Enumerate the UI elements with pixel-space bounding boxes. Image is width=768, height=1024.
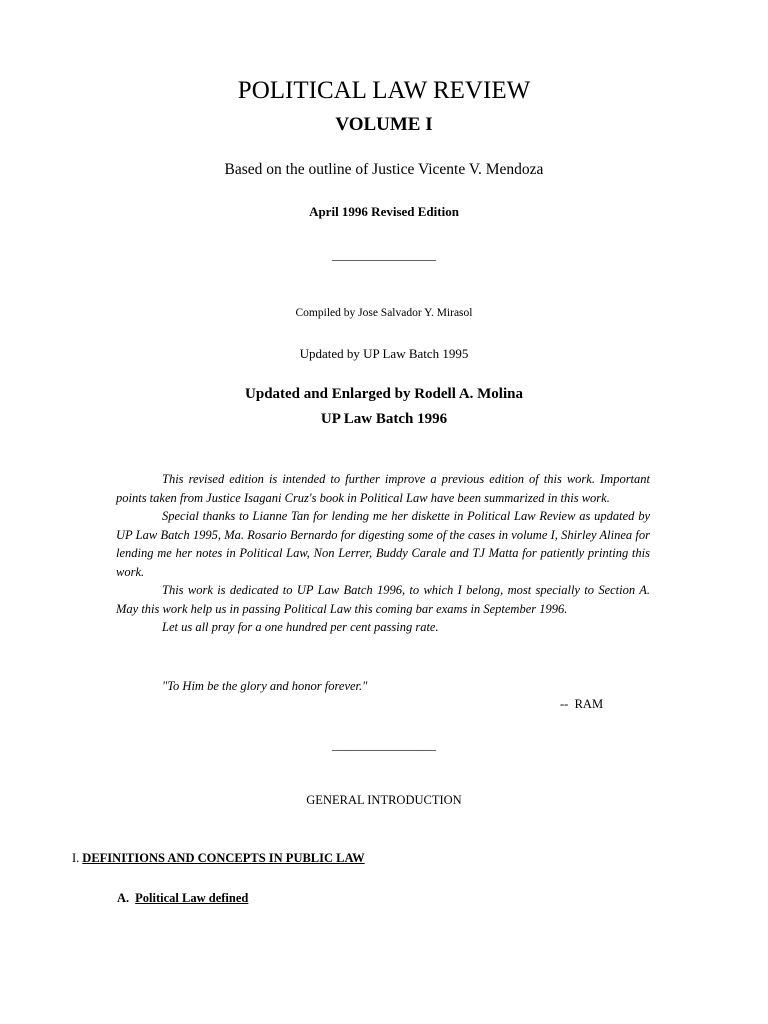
based-on-line: Based on the outline of Justice Vicente V. Mendoza	[224, 161, 544, 178]
section-number: I.	[72, 851, 80, 865]
compiled-by-line: Compiled by Jose Salvador Y. Mirasol	[295, 307, 473, 319]
preface-paragraph: This work is dedicated to UP Law Batch 1996, to which I belong, most specially to Section A. May this work help us in passing Political Law this coming bar exams in September 1996.	[116, 583, 650, 616]
subsection-letter: A.	[117, 891, 130, 905]
preface-paragraph: This revised edition is intended to further improve a previous edition of this work. Important points taken from Justice Isagani Cruz's book in Political Law have been summarized in this work.	[116, 472, 650, 505]
author-signature: -- RAM	[560, 697, 604, 711]
document-title: POLITICAL LAW REVIEW	[237, 77, 531, 104]
volume-label: VOLUME I	[335, 114, 433, 135]
section-title: DEFINITIONS AND CONCEPTS IN PUBLIC LAW	[82, 851, 365, 865]
subsection-title: Political Law defined	[135, 891, 249, 905]
updated-by-line: Updated by UP Law Batch 1995	[299, 346, 469, 361]
section-heading	[72, 850, 365, 867]
general-introduction-heading: GENERAL INTRODUCTION	[306, 793, 462, 807]
enlarged-by-line: Updated and Enlarged by Rodell A. Molina	[245, 386, 523, 402]
separator-line: ________________	[332, 247, 436, 262]
separator-line: ________________	[332, 737, 436, 752]
enlarged-batch-line: UP Law Batch 1996	[320, 411, 448, 427]
subsection-heading	[117, 890, 248, 907]
preface-paragraph: Special thanks to Lianne Tan for lending me her diskette in Political Law Review as updated by UP Law Batch 1995, Ma. Rosario Bernardo for digesting some of the cases in volume I, Shirley Alinea for lending me her notes in Political Law, Non Lerrer, Buddy Carale and TJ Matta for patiently printing this work.	[116, 509, 650, 579]
dedication-quote: "To Him be the glory and honor forever."	[162, 679, 368, 693]
preface-block	[116, 470, 650, 637]
edition-label: April 1996 Revised Edition	[309, 204, 459, 219]
preface-paragraph: Let us all pray for a one hundred per cent passing rate.	[162, 620, 439, 634]
